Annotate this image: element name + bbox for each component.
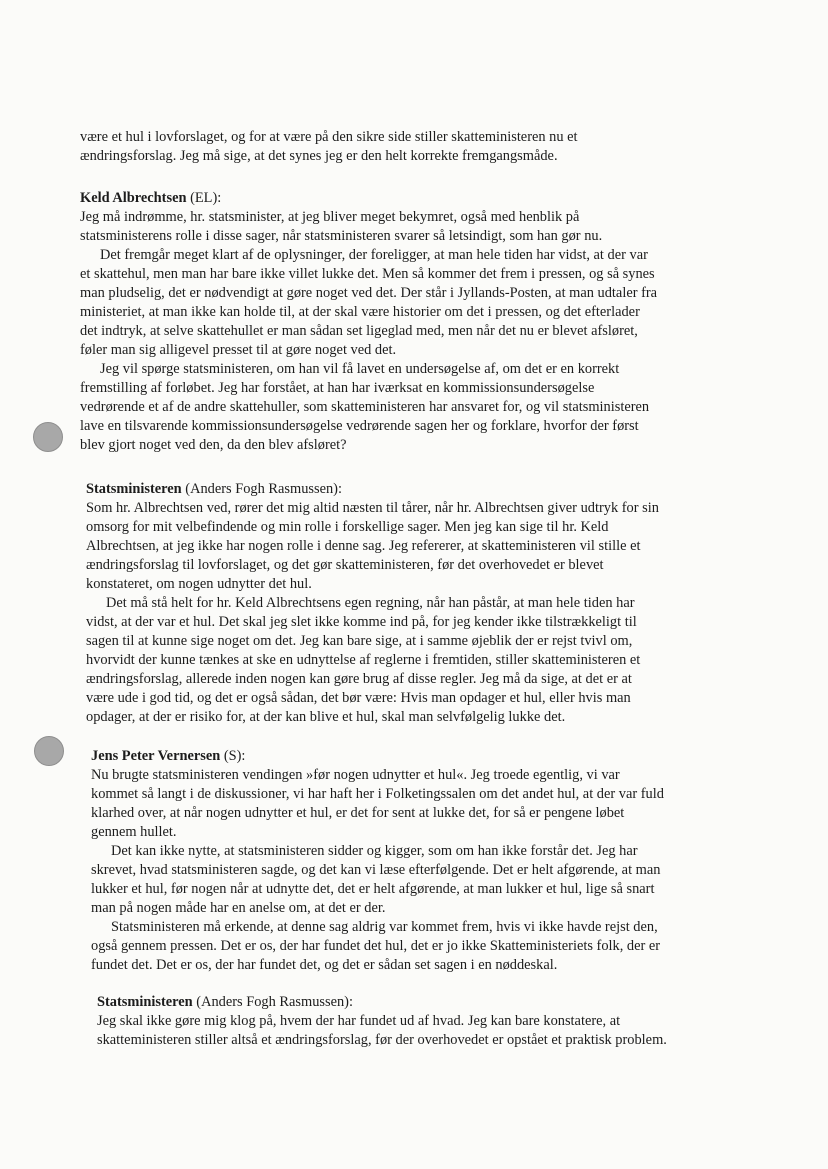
text-line: Nu brugte statsministeren vendingen »før nogen udnytter et hul«. Jeg troede egentlig, vi var bbox=[91, 767, 620, 783]
text-line: ændringsforslag til lovforslaget, og det gør skatteministeren, før det overhovedet er blevet bbox=[86, 557, 604, 573]
text-line: kommet så langt i de diskussioner, vi har haft her i Folketingssalen om det andet hul, at der var fuld bbox=[91, 786, 664, 802]
speaker-party: (EL): bbox=[190, 190, 222, 206]
text-line: sagen til at kunne sige noget om det. Jeg kan bare sige, at i samme øjeblik der er rejst tvivl om, bbox=[86, 633, 633, 649]
text-line: et skattehul, men man har bare ikke villet lukke det. Men så kommer det frem i pressen, og så synes bbox=[80, 266, 655, 282]
text-line: vedrørende et af de andre skattehuller, som skatteministeren har ansvaret for, og vil statsministeren bbox=[80, 399, 650, 415]
speaker-name: Statsministeren bbox=[97, 994, 193, 1010]
text-line: lave en tilsvarende kommissionsundersøgelse vedrørende sagen her og forklare, hvorfor der først bbox=[80, 418, 639, 434]
text-line: føler man sig alligevel presset til at gøre noget ved det. bbox=[80, 342, 397, 358]
text-line: Det må stå helt for hr. Keld Albrechtsens egen regning, når han påstår, at man hele tiden har bbox=[106, 595, 635, 611]
speech-statsministeren-2 bbox=[97, 993, 777, 1050]
text-line: være et hul i lovforslaget, og for at være på den sikre side stiller skatteministeren nu et bbox=[80, 129, 578, 145]
text-line: Jeg vil spørge statsministeren, om han vil få lavet en undersøgelse af, om det er en korrekt bbox=[100, 361, 620, 377]
text-line: omsorg for mit velbefindende og min rolle i forskellige sager. Men jeg kan sige til hr. Keld bbox=[86, 519, 609, 535]
text-line: Jeg skal ikke gøre mig klog på, hvem der har fundet ud af hvad. Jeg kan bare konstatere, at bbox=[97, 1013, 621, 1029]
text-line: ændringsforslag, allerede inden nogen kan gøre brug af disse regler. Jeg må da sige, at det er at bbox=[86, 671, 632, 687]
text-line: statsministerens rolle i disse sager, når statsministeren svarer så letsindigt, som han gør nu. bbox=[80, 228, 603, 244]
speaker-heading bbox=[91, 747, 771, 766]
speech-keld-albrechtsen bbox=[80, 189, 760, 455]
text-line: opdager, at der er risiko for, at der kan blive et hul, skal man selvfølgelig lukke det. bbox=[86, 709, 566, 725]
text-line: Jeg må indrømme, hr. statsminister, at jeg bliver meget bekymret, også med henblik på bbox=[80, 209, 580, 225]
text-line: Statsministeren må erkende, at denne sag aldrig var kommet frem, hvis vi ikke havde rejst den, bbox=[111, 919, 658, 935]
text-line: Albrechtsen, at jeg ikke har nogen rolle i denne sag. Jeg refererer, at skatteministeren vil stille et bbox=[86, 538, 641, 554]
speaker-name: Keld Albrechtsen bbox=[80, 190, 187, 206]
text-line: også gennem pressen. Det er os, der har fundet det hul, det er jo ikke Skatteministeriets folk, der er bbox=[91, 938, 661, 954]
speaker-name: Jens Peter Vernersen bbox=[91, 748, 221, 764]
speaker-heading bbox=[80, 189, 760, 208]
speaker-heading bbox=[86, 480, 766, 499]
text-line: fremstilling af forløbet. Jeg har forstået, at han har iværksat en kommissionsundersøgelse bbox=[80, 380, 595, 396]
speech-jens-peter-vernersen bbox=[91, 747, 771, 975]
speaker-party: (Anders Fogh Rasmussen): bbox=[196, 994, 353, 1010]
text-line: klarhed over, at når nogen udnytter et hul, er det for sent at lukke det, for så er pengene løbet bbox=[91, 805, 625, 821]
text-line: man pludselig, det er nødvendigt at gøre noget ved det. Der står i Jyllands-Posten, at man udtaler fra bbox=[80, 285, 658, 301]
text-line: gennem hullet. bbox=[91, 824, 177, 840]
speaker-party: (S): bbox=[223, 748, 246, 764]
text-line: vidst, at der var et hul. Det skal jeg slet ikke komme ind på, for jeg kender ikke tilstrækkeligt til bbox=[86, 614, 637, 630]
speaker-name: Statsministeren bbox=[86, 481, 182, 497]
speech-statsministeren-1 bbox=[86, 480, 766, 727]
text-line: man på nogen måde har en anelse om, at det er der. bbox=[91, 900, 386, 916]
text-line: Som hr. Albrechtsen ved, rører det mig altid næsten til tårer, når hr. Albrechtsen giver udtryk for sin bbox=[86, 500, 659, 516]
text-line: skatteministeren stiller altså et ændringsforslag, før der overhovedet er opstået et praktisk problem. bbox=[97, 1032, 667, 1048]
text-line: fundet det. Det er os, der har fundet det, og det er sådan set sagen i en nøddeskal. bbox=[91, 957, 558, 973]
intro-paragraph bbox=[80, 128, 680, 166]
speaker-heading bbox=[97, 993, 777, 1012]
speaker-party: (Anders Fogh Rasmussen): bbox=[185, 481, 342, 497]
text-line: det indtryk, at selve skattehullet er man sådan set ligeglad med, men når det nu er blevet afsløret, bbox=[80, 323, 638, 339]
text-line: skrevet, hvad statsministeren sagde, og det kan vi læse efterfølgende. Det er helt afgørende, at man bbox=[91, 862, 661, 878]
punch-hole-upper bbox=[33, 422, 63, 452]
text-line: lukker et hul, før nogen når at udnytte det, det er helt afgørende, at man lukker et hul, lige så snart bbox=[91, 881, 655, 897]
text-line: hvorvidt der kunne tænkes at ske en udnyttelse af reglerne i fremtiden, stiller skatteministeren et bbox=[86, 652, 641, 668]
text-line: blev gjort noget ved den, da den blev afsløret? bbox=[80, 437, 347, 453]
text-line: være ude i god tid, og det er også sådan, det bør være: Hvis man opdager et hul, eller hvis man bbox=[86, 690, 631, 706]
text-line: ændringsforslag. Jeg må sige, at det synes jeg er den helt korrekte fremgangsmåde. bbox=[80, 148, 558, 164]
text-line: ministeriet, at man ikke kan holde til, at der skal være historier om det i pressen, og det efterlader bbox=[80, 304, 640, 320]
text-line: Det fremgår meget klart af de oplysninger, der foreligger, at man hele tiden har vidst, at der var bbox=[100, 247, 648, 263]
text-line: konstateret, om nogen udnytter det hul. bbox=[86, 576, 312, 592]
text-line: Det kan ikke nytte, at statsministeren sidder og kigger, som om han ikke forstår det. Jeg har bbox=[111, 843, 638, 859]
punch-hole-lower bbox=[34, 736, 64, 766]
